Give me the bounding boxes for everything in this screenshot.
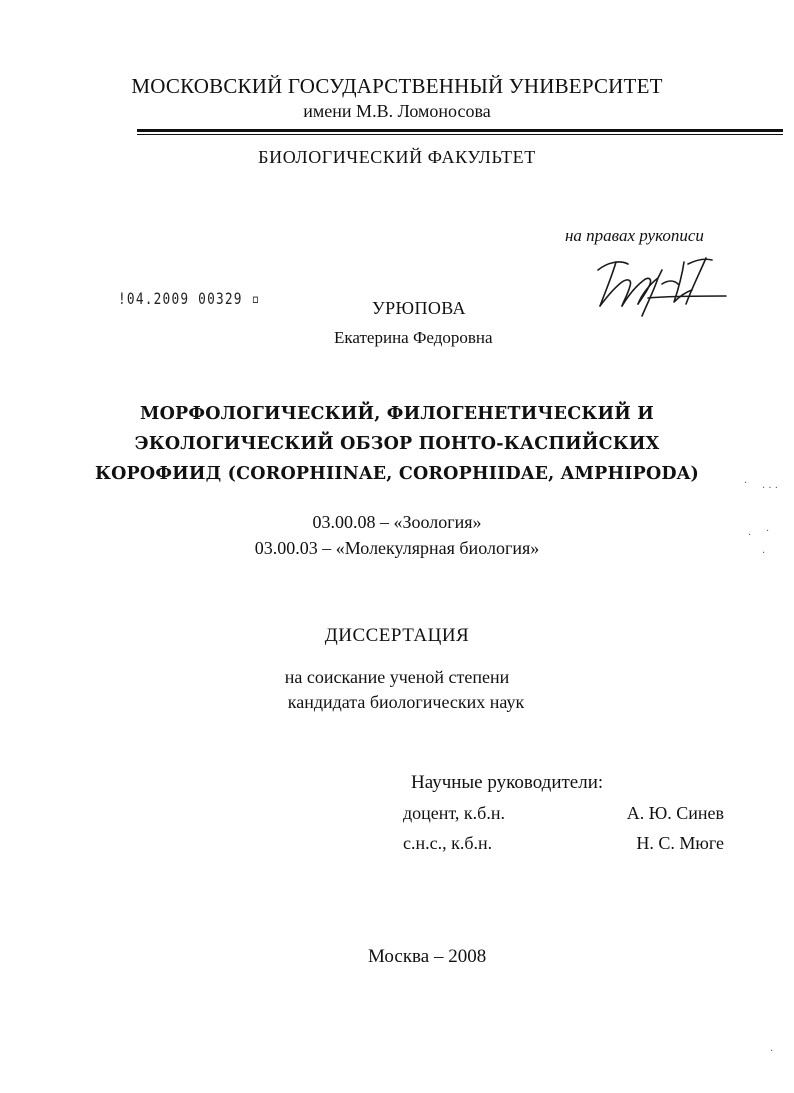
supervisor-1-name: А. Ю. Синев xyxy=(626,803,724,823)
author-given-names: Екатерина Федоровна xyxy=(334,328,493,347)
supervisors-heading: Научные руководители: xyxy=(411,772,604,793)
scan-speck: · xyxy=(766,526,770,537)
archive-stamp-number: !04.2009 00329 ▫ xyxy=(118,289,261,308)
scan-speck: · xyxy=(748,530,752,541)
degree-line-2: кандидата биологических наук xyxy=(287,692,525,712)
title-line-1: МОРФОЛОГИЧЕСКИЙ, ФИЛОГЕНЕТИЧЕСКИЙ И xyxy=(140,404,654,424)
header-rule-thick xyxy=(137,129,783,132)
place-and-year: Москва – 2008 xyxy=(368,946,487,967)
degree-line-1: на соискание ученой степени xyxy=(284,667,510,687)
supervisor-2-position: с.н.с., к.б.н. xyxy=(403,833,493,853)
faculty-name: БИОЛОГИЧЕСКИЙ ФАКУЛЬТЕТ xyxy=(258,147,536,167)
header-rule-thin xyxy=(137,134,783,135)
specialty-molecular-biology: 03.00.03 – «Молекулярная биология» xyxy=(254,538,540,558)
title-line-2: ЭКОЛОГИЧЕСКИЙ ОБЗОР ПОНТО-КАСПИЙСКИХ xyxy=(134,434,660,454)
university-subtitle: имени М.В. Ломоносова xyxy=(303,101,491,121)
document-type: ДИССЕРТАЦИЯ xyxy=(324,625,470,646)
scan-speck: · xyxy=(744,478,748,489)
author-surname: УРЮПОВА xyxy=(372,298,466,318)
handwritten-signature xyxy=(588,240,728,320)
scan-speck: · xyxy=(762,548,766,559)
scan-speck: . . . xyxy=(762,480,778,491)
supervisor-1-position: доцент, к.б.н. xyxy=(403,803,505,823)
title-line-3: КОРОФИИД (COROPHIINAE, COROPHIIDAE, AMPHIPODA) xyxy=(94,464,700,484)
manuscript-rights-note: на правах рукописи xyxy=(565,226,704,245)
supervisor-2-name: Н. С. Мюге xyxy=(636,833,724,853)
scan-speck: · xyxy=(770,1046,774,1057)
university-name: МОСКОВСКИЙ ГОСУДАРСТВЕННЫЙ УНИВЕРСИТЕТ xyxy=(131,74,663,98)
specialty-zoology: 03.00.08 – «Зоология» xyxy=(312,512,482,532)
